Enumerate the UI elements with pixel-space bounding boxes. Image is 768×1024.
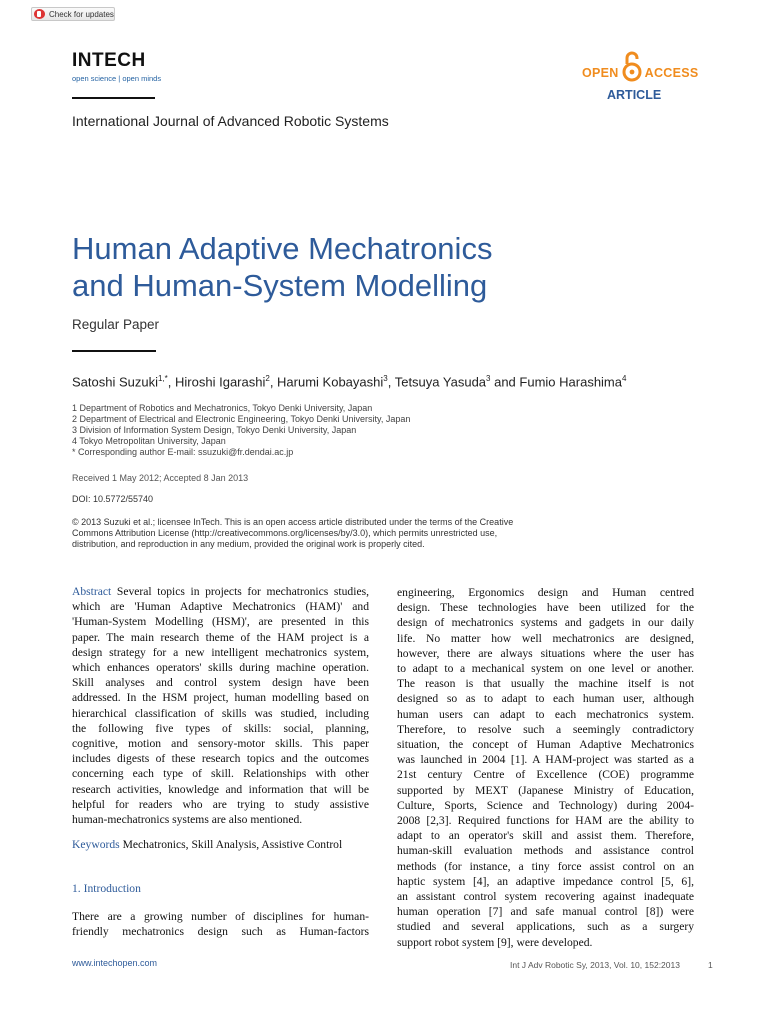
check-for-updates-badge[interactable] [31,7,115,21]
body-line: haptic system [4], an adaptive impedance control [5, 6], [397,874,694,888]
update-icon [34,9,45,19]
body-line: adapt to an operator's skill and assist them. Therefore, [397,829,694,843]
author-separator: , [387,374,395,390]
article-label: ARTICLE [607,88,662,102]
keywords-label: Keywords [72,838,120,851]
abstract-line: cognitive, motion and sensory-motor skills. This paper [72,737,369,751]
body-line: studied and several applications, such as a surgery [397,920,694,934]
author-affiliation-mark: 3 [383,374,388,383]
paper-type: Regular Paper [72,317,160,332]
body-line: human operation [7] and safe manual control [8]) were [397,905,694,919]
author-separator: , [167,374,176,390]
keywords [72,837,369,852]
open-label: OPEN [582,66,619,80]
body-line: situation, the concept of Human Adaptive Mechatronics [397,738,694,752]
body-line: designed so as to adapt to each human user, although [397,692,694,706]
affiliation-line: 4 Tokyo Metropolitan University, Japan [72,436,226,446]
intro-paragraph [72,909,369,939]
affiliation-line: 3 Division of Information System Design, Tokyo Denki University, Japan [72,425,357,435]
abstract-line: design strategy for a new intelligent mechatronics system, [72,645,369,659]
body-line: methods (for instance, a tiny force assist control on an [397,859,694,873]
paper-title [72,230,692,304]
open-access-label [582,66,699,80]
body-line: human users can adapt to each mechatronics system. [397,707,694,721]
footer-citation: Int J Adv Robotic Sy, 2013, Vol. 10, 152:2013 [510,960,680,970]
license-line: Commons Attribution License (http://creativecommons.org/licenses/by/3.0), which permits unrestricted use, [72,528,498,538]
keywords-list: Mechatronics, Skill Analysis, Assistive Control [122,838,343,851]
received-dates: Received 1 May 2012; Accepted 8 Jan 2013 [72,473,249,483]
body-line: however, there are always situations where the user has [397,646,694,660]
title-rule [72,350,156,352]
body-line: to adapt to a mechanical system on one level or another. [397,662,694,676]
body-line: support robot system [9], were developed. [397,935,593,949]
author-name: Harumi Kobayashi [277,374,384,390]
body-line: 21st century Centre of Excellence (COE) programme [397,768,694,782]
license-line: © 2013 Suzuki et al.; licensee InTech. This is an open access article distributed under the terms of the Creative [72,517,514,527]
abstract-line: hierarchical classification of skills was studied, including [72,706,369,720]
abstract-label: Abstract [72,585,112,598]
body-line: The reason is that usually the machine itself is not [397,677,694,691]
license-statement [72,517,572,550]
abstract-line: which enhances operators' skills during machine operation. [72,661,369,675]
author-list [72,374,626,389]
badge-label: Check for updates [49,9,114,19]
body-line: Therefore, to resolve such a seemingly contradictory [397,722,694,736]
abstract-line: the following five types of skills: social, planning, [72,721,369,735]
affiliations [72,403,410,458]
doi: DOI: 10.5772/55740 [72,494,154,504]
abstract-line: Several topics in projects for mechatronics studies, [116,585,369,598]
affiliation-line: 1 Department of Robotics and Mechatronics, Tokyo Denki University, Japan [72,403,373,413]
body-line: engineering, Ergonomics design and Human centred [397,586,694,599]
body-line: 2008 [2,3]. Required functions for HAM are the ability to [397,814,694,828]
abstract-line: includes digests of these research topics and the outcomes [72,752,369,766]
body-line: supported by MEXT (Japanese Ministry of Education, [397,783,694,797]
section-heading: 1. Introduction [72,882,141,895]
abstract [72,584,369,827]
intro-line: friendly mechatronics design such as Human-factors [72,925,369,939]
body-line: design. These technologies have been utilized for the [397,601,694,615]
abstract-line: which are 'Human Adaptive Mechatronics (HAM)' and [72,600,369,614]
abstract-line: helpful for readers who are trying to study assistive [72,797,369,811]
abstract-line: addressed. In the HSM project, human modelling based on [72,691,369,705]
title-line: and Human-System Modelling [72,268,488,303]
header-rule [72,97,155,99]
page-number: 1 [708,960,713,970]
body-line: Culture, Sports, Science and Technology) during 2004- [397,798,694,812]
author-affiliation-mark: 1,* [158,374,168,383]
title-line: Human Adaptive Mechatronics [72,231,493,266]
access-label: ACCESS [644,66,699,80]
license-line: distribution, and reproduction in any medium, provided the original work is properly cited. [72,539,425,549]
abstract-line: Skill analyses and control system design have been [72,676,369,690]
publisher-logo: INTECH [72,50,146,71]
author-affiliation-mark: 2 [265,374,270,383]
intro-continued [397,585,694,950]
body-line: human-skill evaluation methods and assistance control [397,844,694,858]
body-line: was launched in 2004 [1]. A HAM-project was started as a [397,753,694,767]
body-line: life. No matter how well mechatronics are designed, [397,631,694,645]
author-name: Tetsuya Yasuda [394,374,487,390]
body-line: design of mechatronics systems and gadgets in our daily [397,616,694,630]
body-line: an assistant control system recovering against inadequate [397,890,694,904]
abstract-line: paper. The main research theme of the HAM project is a [72,630,369,644]
abstract-line: human-mechatronics systems are also mentioned. [72,813,303,827]
intro-line: There are a growing number of disciplines for human- [72,910,369,923]
author-affiliation-mark: 3 [486,374,491,383]
publisher-tagline: open science | open minds [72,74,162,83]
author-name: Satoshi Suzuki [72,374,158,390]
abstract-line: concerning each type of skill. Relationships with other [72,767,369,781]
author-affiliation-mark: 4 [622,374,627,383]
author-name: Fumio Harashima [519,374,622,390]
author-separator: and [490,374,520,390]
affiliation-line: 2 Department of Electrical and Electronic Engineering, Tokyo Denki University, Japan [72,414,411,424]
author-name: Hiroshi Igarashi [175,374,266,390]
author-separator: , [269,374,278,390]
footer-url-link[interactable]: www.intechopen.com [72,958,158,968]
abstract-line: research activities, knowledge and information that will be [72,782,369,796]
corresponding-author: * Corresponding author E-mail: ssuzuki@fr.dendai.ac.jp [72,447,294,457]
abstract-line: 'Human-System Modelling (HSM)', are presented in this [72,615,369,629]
journal-name: International Journal of Advanced Robotic Systems [72,113,389,129]
